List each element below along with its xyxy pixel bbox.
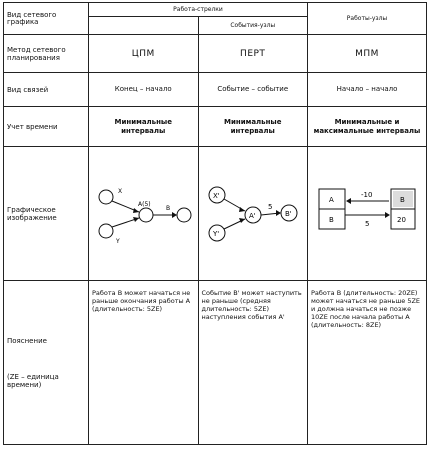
time-cpm: Минимальные интервалы [89, 107, 199, 147]
graph-cpm-cell [89, 147, 199, 281]
pert-label-x: X' [212, 191, 220, 200]
expl-pert: Событие B' может наступить не раньше (средняя длительность: 5ZE) наступления события A' [198, 281, 308, 445]
mpm-label-a: A [329, 195, 334, 204]
method-pert: ПЕРТ [198, 35, 308, 73]
cpm-label-b: B [166, 204, 171, 212]
mpm-label-minus10: -10 [361, 190, 373, 199]
graph-mpm-cell [308, 147, 427, 281]
label-time: Учет времени [4, 107, 89, 147]
expl-mpm: Работа B (длительность: 20ZE) может начаться не раньше 5ZE и должна начаться не позже 10ZE после начала работы A (длительность: 8ZE) [308, 281, 427, 445]
cpm-node-x [99, 190, 113, 204]
label-method: Метод сетевого планирования [4, 35, 89, 73]
network-graph-comparison-table [3, 2, 427, 445]
cpm-node-b [177, 208, 191, 222]
pert-label-five: 5 [267, 202, 273, 211]
cpm-arrowhead-1 [133, 208, 139, 213]
label-graph: Графическое изображение [4, 147, 89, 281]
row-method [4, 35, 427, 73]
pert-arrowhead-1 [239, 207, 245, 212]
cpm-label-a: A(5) [138, 200, 151, 208]
header-row-top [4, 3, 427, 17]
mpm-arrowhead-2 [385, 212, 390, 218]
header-events-nodes: События-узлы [198, 17, 308, 35]
header-group-arrows: Работа-стрелки [89, 3, 308, 17]
time-mpm: Минимальные и максимальные интервалы [308, 107, 427, 147]
cpm-label-y: Y [116, 237, 120, 245]
time-pert: Минимальные интервалы [198, 107, 308, 147]
pert-arrowhead-2 [239, 218, 245, 223]
mpm-label-b-left: B [329, 215, 334, 224]
label-explanation-cell [4, 281, 89, 445]
comparison-table-container [3, 2, 427, 445]
row-graph [4, 147, 427, 281]
pert-diagram [203, 179, 303, 249]
pert-label-y: Y' [212, 229, 219, 238]
cpm-label-x: X [118, 187, 123, 195]
row-time [4, 107, 427, 147]
pert-arrowhead-3 [276, 210, 281, 216]
graph-pert-cell [198, 147, 308, 281]
method-mpm: МПМ [308, 35, 427, 73]
row-explanation [4, 281, 427, 445]
expl-cpm: Работа B может начаться не раньше окончания работы A (длительность: 5ZE) [89, 281, 199, 445]
mpm-arrowhead-1 [346, 198, 351, 204]
links-pert: Событие – событие [198, 73, 308, 107]
links-mpm: Начало – начало [308, 73, 427, 107]
label-links: Вид связей [4, 73, 89, 107]
links-cpm: Конец – начало [89, 73, 199, 107]
pert-label-b: B' [284, 209, 292, 218]
cpm-diagram [92, 179, 196, 249]
row-links [4, 73, 427, 107]
mpm-diagram [315, 179, 419, 249]
cpm-node-y [99, 224, 113, 238]
corner-cell: Вид сетевого графика [4, 3, 89, 35]
label-explanation: Пояснение [7, 336, 47, 345]
cpm-arrowhead-3 [172, 212, 177, 218]
label-ze-note: (ZE – единица времени) [7, 372, 59, 389]
mpm-label-b: B [400, 195, 405, 204]
mpm-label-twenty: 20 [397, 215, 406, 224]
mpm-label-five: 5 [365, 219, 370, 228]
pert-label-a: A' [248, 211, 256, 220]
header-works-nodes: Работы-узлы [308, 3, 427, 35]
header-empty-cpm [89, 17, 199, 35]
cpm-node-a [139, 208, 153, 222]
method-cpm: ЦПМ [89, 35, 199, 73]
